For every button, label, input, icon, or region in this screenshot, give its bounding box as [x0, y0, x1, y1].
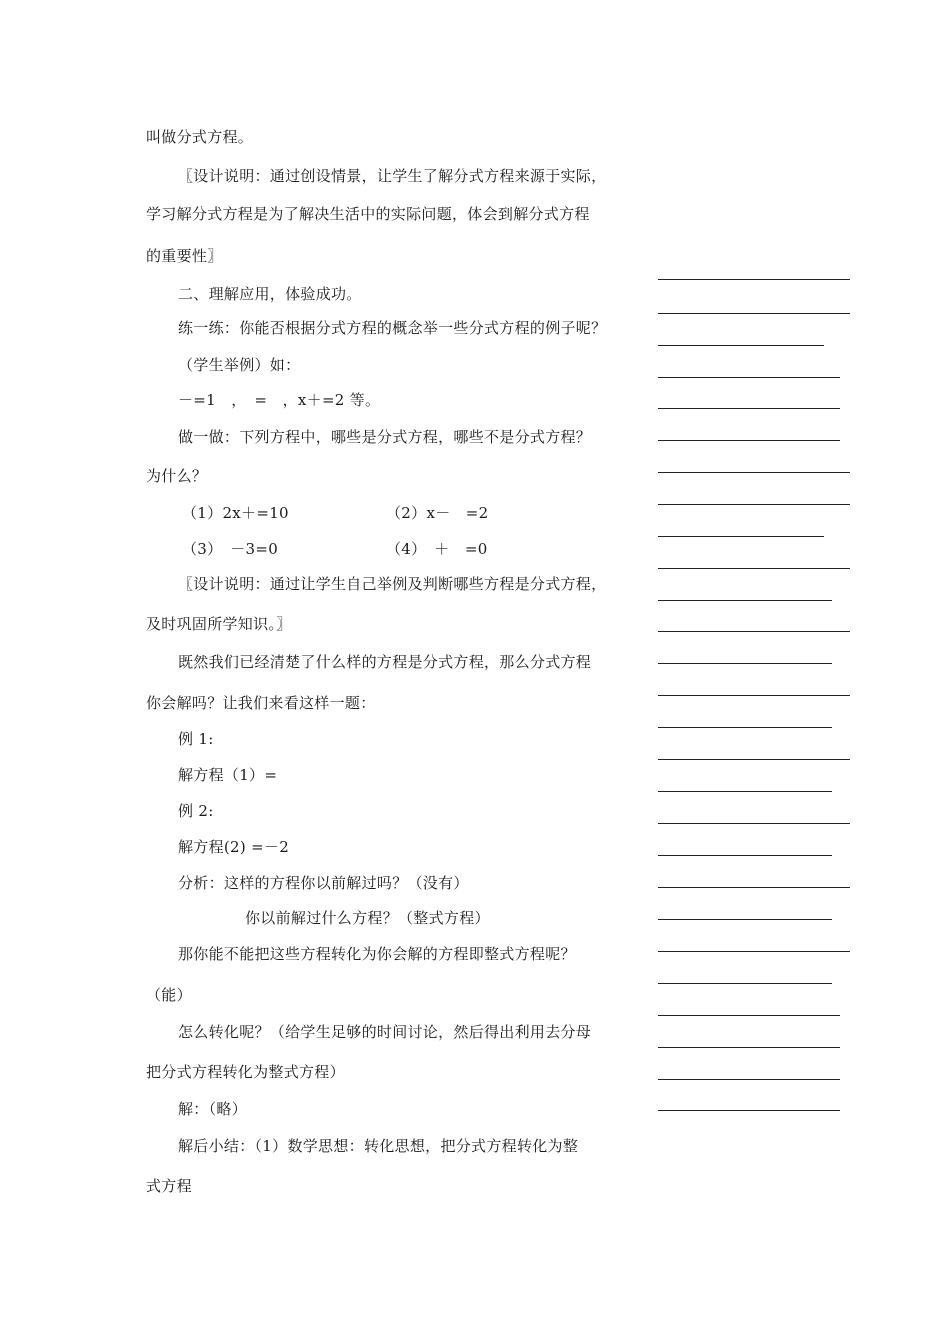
note-line	[658, 279, 850, 280]
note-line	[658, 568, 850, 569]
example-label: 例 2:	[178, 802, 214, 820]
text-line: 你以前解过什么方程？（整式方程）	[245, 909, 490, 927]
text-line: 〖设计说明：通过让学生自己举例及判断哪些方程是分式方程，	[178, 575, 607, 593]
note-line	[658, 536, 824, 537]
note-line	[658, 631, 850, 632]
text-line: 分析：这样的方程你以前解过吗？（没有）	[178, 874, 469, 892]
note-line	[658, 472, 850, 473]
note-line	[658, 1047, 840, 1048]
text-line: 怎么转化呢？（给学生足够的时间讨论，然后得出利用去分母	[178, 1023, 592, 1041]
text-line: 既然我们已经清楚了什么样的方程是分式方程，那么分式方程	[178, 653, 592, 671]
section-heading: 二、理解应用，体验成功。	[178, 285, 362, 303]
note-line	[658, 1015, 840, 1016]
text-line: 那你能不能把这些方程转化为你会解的方程即整式方程呢？	[178, 945, 576, 963]
text-line: 的重要性〗	[146, 247, 223, 265]
note-line	[658, 504, 850, 505]
note-line	[658, 887, 850, 888]
note-line	[658, 983, 832, 984]
text-line: 及时巩固所学知识。〗	[146, 615, 292, 633]
note-line	[658, 855, 832, 856]
text-line: 把分式方程转化为整式方程）	[146, 1063, 345, 1081]
text-line: 〖设计说明：通过创设情景，让学生了解分式方程来源于实际，	[178, 167, 607, 185]
equation-line: 解方程（1）=	[178, 766, 278, 784]
note-line	[658, 759, 850, 760]
text-line: 解：（略）	[178, 1100, 248, 1118]
note-line	[658, 440, 840, 441]
text-line: 做一做：下列方程中，哪些是分式方程，哪些不是分式方程？	[178, 428, 592, 446]
note-line	[658, 919, 832, 920]
equation-item: （2）x－ =2	[386, 504, 489, 522]
text-line: （学生举例）如：	[178, 356, 301, 374]
example-label: 例 1:	[178, 730, 214, 748]
note-line	[658, 695, 850, 696]
note-line	[658, 600, 832, 601]
text-line: 式方程	[146, 1177, 192, 1195]
note-line	[658, 951, 850, 952]
note-line	[658, 727, 832, 728]
note-line	[658, 377, 840, 378]
text-line: （能）	[146, 986, 192, 1004]
text-line: 练一练：你能否根据分式方程的概念举一些分式方程的例子呢？	[178, 319, 607, 337]
equation-examples: －=1 ， = ，x＋=2 等。	[178, 391, 381, 409]
text-line: 解后小结：（1）数学思想：转化思想，把分式方程转化为整	[178, 1137, 579, 1155]
note-line	[658, 408, 840, 409]
equation-item: （3） －3=0	[182, 540, 279, 558]
text-line: 学习解分式方程是为了解决生活中的实际问题，体会到解分式方程	[146, 205, 590, 223]
note-line	[658, 1110, 840, 1111]
text-line: 叫做分式方程。	[146, 128, 254, 146]
note-line	[658, 313, 850, 314]
text-line: 你会解吗？让我们来看这样一题：	[146, 694, 376, 712]
note-line	[658, 791, 832, 792]
equation-item: （4） ＋ =0	[386, 540, 488, 558]
note-line	[658, 663, 832, 664]
equation-line: 解方程(2) =－2	[178, 838, 290, 856]
note-line	[658, 823, 850, 824]
equation-item: （1）2x＋=10	[182, 504, 289, 522]
note-line	[658, 1079, 840, 1080]
text-line: 为什么？	[146, 467, 208, 485]
note-line	[658, 345, 824, 346]
